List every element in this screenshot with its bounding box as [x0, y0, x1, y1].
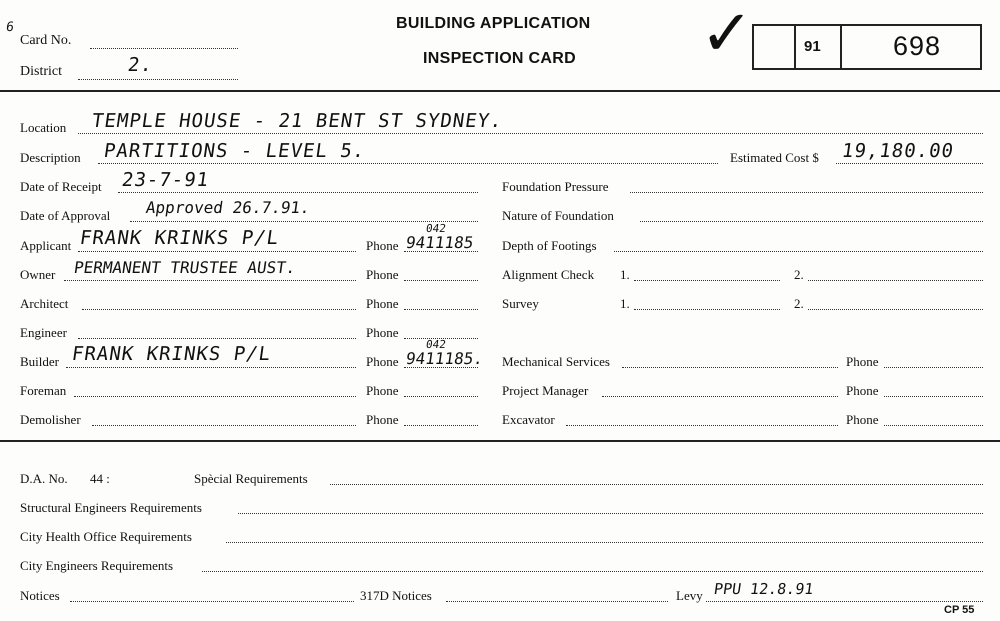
alignment-line-2 [808, 280, 983, 281]
district-line [78, 79, 238, 80]
nature-foundation-line [640, 221, 983, 222]
district-label: District [20, 64, 62, 79]
excavator-phone-label: Phone [846, 412, 879, 427]
year-box-value: 91 [804, 38, 821, 55]
city-engineers-line [202, 571, 983, 572]
builder-phone-label: Phone [366, 354, 399, 369]
levy-line [706, 601, 983, 602]
owner-label: Owner [20, 267, 56, 282]
levy-label: Levy [676, 588, 703, 603]
date-receipt-label: Date of Receipt [20, 179, 102, 194]
engineer-label: Engineer [20, 325, 67, 340]
builder-phone-value: 9411185. [404, 349, 485, 368]
foundation-pressure-line [630, 192, 983, 193]
owner-phone-label: Phone [366, 267, 399, 282]
foreman-phone-label: Phone [366, 383, 399, 398]
applicant-phone-label: Phone [366, 238, 399, 253]
builder-label: Builder [20, 354, 59, 369]
nature-foundation-label: Nature of Foundation [502, 208, 614, 223]
structural-label: Structural Engineers Requirements [20, 500, 202, 515]
excavator-label: Excavator [502, 412, 555, 427]
structural-line [238, 513, 983, 514]
mechanical-label: Mechanical Services [502, 354, 610, 369]
foundation-pressure-label: Foundation Pressure [502, 179, 609, 194]
health-line [226, 542, 983, 543]
top-rule [0, 90, 1000, 92]
estimated-cost-line [836, 163, 983, 164]
demolisher-label: Demolisher [20, 412, 81, 427]
applicant-value: FRANK KRINKS P/L [78, 227, 281, 249]
notices-line [70, 601, 354, 602]
location-line [78, 133, 983, 134]
box-divider-2 [840, 24, 842, 70]
excavator-line [566, 425, 838, 426]
foreman-label: Foreman [20, 383, 67, 398]
demolisher-phone-label: Phone [366, 412, 399, 427]
levy-value: PPU 12.8.91 [712, 580, 815, 598]
builder-value: FRANK KRINKS P/L [70, 343, 273, 365]
notices-317d-line [446, 601, 668, 602]
card-no-label: Card No. [20, 33, 72, 48]
health-label: City Health Office Requirements [20, 529, 192, 544]
description-value: PARTITIONS - LEVEL 5. [102, 140, 367, 162]
check-mark-icon: ✓ [700, 0, 754, 71]
depth-footings-line [614, 251, 983, 252]
owner-phone-line [404, 280, 478, 281]
demolisher-line [92, 425, 356, 426]
owner-value: PERMANENT TRUSTEE AUST. [72, 258, 297, 277]
title-line-2: INSPECTION CARD [423, 50, 576, 67]
excavator-phone-line [884, 425, 983, 426]
form-code: CP 55 [944, 604, 975, 616]
survey-num-2: 2. [794, 296, 804, 311]
district-value: 2. [126, 54, 155, 76]
da-no-value: 44 : [90, 471, 110, 486]
number-box-value: 698 [893, 31, 942, 61]
date-receipt-line [118, 192, 478, 193]
survey-num-1: 1. [620, 296, 630, 311]
mechanical-phone-line [884, 367, 983, 368]
demolisher-phone-line [404, 425, 478, 426]
engineer-line [78, 338, 356, 339]
description-label: Description [20, 150, 81, 165]
applicant-line [78, 251, 356, 252]
alignment-line-1 [634, 280, 780, 281]
city-engineers-label: City Engineers Requirements [20, 558, 174, 573]
builder-phone-prefix: 042 [425, 338, 447, 351]
title-line-1: BUILDING APPLICATION [396, 15, 591, 32]
architect-phone-label: Phone [366, 296, 399, 311]
project-manager-phone-label: Phone [846, 383, 879, 398]
estimated-cost-label: Estimated Cost $ [730, 150, 819, 165]
box-divider-1 [794, 24, 796, 70]
survey-label: Survey [502, 296, 539, 311]
alignment-num-1: 1. [620, 267, 630, 282]
date-receipt-value: 23-7-91 [120, 169, 211, 191]
architect-label: Architect [20, 296, 69, 311]
project-manager-phone-line [884, 396, 983, 397]
date-approval-value: Approved 26.7.91. [144, 198, 312, 217]
da-no-label: D.A. No. [20, 471, 68, 486]
project-manager-line [602, 396, 838, 397]
special-line [330, 484, 983, 485]
card-no-line [90, 48, 238, 49]
alignment-num-2: 2. [794, 267, 804, 282]
foreman-line [74, 396, 356, 397]
project-manager-label: Project Manager [502, 383, 589, 398]
applicant-phone-prefix: 042 [425, 222, 447, 235]
builder-line [66, 367, 356, 368]
card-number-box [752, 24, 982, 70]
mechanical-line [622, 367, 838, 368]
special-label: Spècial Requirements [194, 471, 308, 486]
applicant-phone-value: 9411185 [404, 233, 475, 252]
engineer-phone-label: Phone [366, 325, 399, 340]
survey-line-1 [634, 309, 780, 310]
location-value: TEMPLE HOUSE - 21 BENT ST SYDNEY. [90, 110, 505, 132]
middle-rule [0, 440, 1000, 442]
architect-phone-line [404, 309, 478, 310]
notices-317d-label: 317D Notices [360, 588, 432, 603]
mechanical-phone-label: Phone [846, 354, 879, 369]
alignment-check-label: Alignment Check [502, 267, 595, 282]
location-label: Location [20, 120, 67, 135]
date-approval-label: Date of Approval [20, 208, 111, 223]
owner-line [64, 280, 356, 281]
applicant-label: Applicant [20, 238, 72, 253]
survey-line-2 [808, 309, 983, 310]
foreman-phone-line [404, 396, 478, 397]
architect-line [82, 309, 356, 310]
notices-label: Notices [20, 588, 60, 603]
description-line [98, 163, 718, 164]
estimated-cost-value: 19,180.00 [840, 140, 956, 162]
depth-footings-label: Depth of Footings [502, 238, 597, 253]
card-mark: 6 [4, 20, 15, 35]
